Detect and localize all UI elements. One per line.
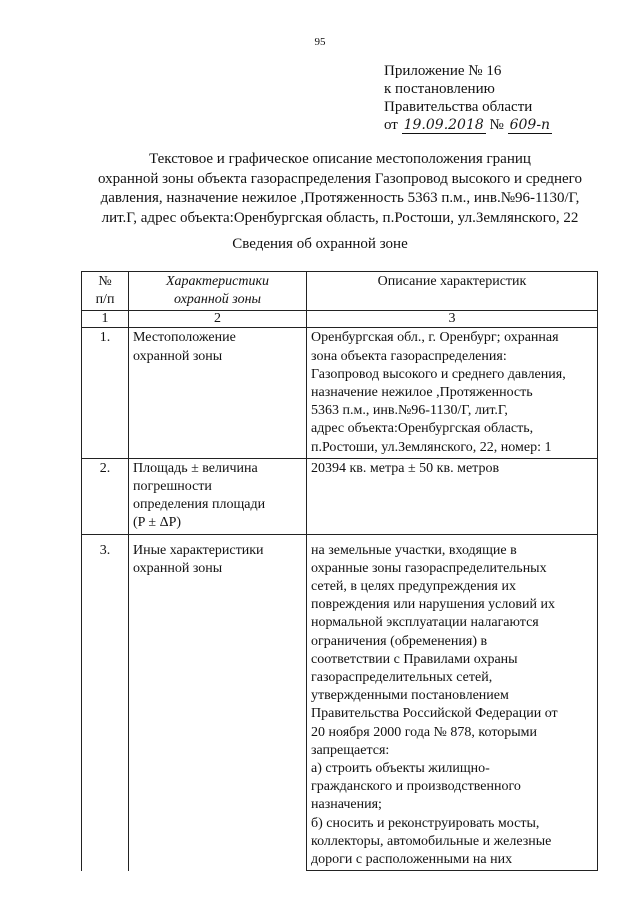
- cell-line: коллекторы, автомобильные и железные: [311, 833, 552, 849]
- header-characteristic: [129, 272, 307, 311]
- cell-line: утвержденными постановлением: [311, 688, 509, 704]
- row-number: 3.: [82, 534, 129, 871]
- row-characteristic: [129, 458, 307, 534]
- cell-line: охранной зоны: [133, 560, 223, 576]
- table-row: [82, 328, 598, 458]
- header-num-line: п/п: [95, 292, 115, 308]
- appendix-line-decree: к постановлению: [384, 81, 495, 97]
- handwritten-date: 19.09.2018: [403, 117, 484, 133]
- header-desc-line: Описание характеристик: [377, 274, 527, 289]
- title-line: охранной зоны объекта газораспределения Газопровод высокого и среднего: [98, 170, 582, 187]
- cell-line: на земельные участки, входящие в: [311, 542, 517, 558]
- cell-line: б) сносить и реконструировать мосты,: [311, 815, 540, 831]
- column-index: 3: [307, 311, 598, 328]
- table-header-row: [82, 272, 598, 311]
- appendix-title: Приложение № 16: [384, 63, 502, 79]
- number-prefix: №: [489, 117, 504, 133]
- cell-line: 20394 кв. метра ± 50 кв. метров: [311, 460, 500, 476]
- header-char-line: охранной зоны: [173, 292, 262, 308]
- handwritten-number: 609-п: [509, 117, 551, 133]
- cell-line: газораспределительных сетей,: [311, 670, 493, 686]
- column-index: 2: [129, 311, 307, 328]
- cell-line: соответствии с Правилами охраны: [311, 651, 518, 667]
- cell-line: п.Ростоши, ул.Землянского, 22, номер: 1: [311, 439, 552, 455]
- cell-line: Иные характеристики: [133, 542, 264, 558]
- cell-line: погрешности: [133, 479, 212, 495]
- header-num-line: №: [98, 274, 112, 289]
- cell-line: зона объекта газораспределения:: [311, 348, 507, 364]
- cell-line: Правительства Российской Федерации от: [311, 706, 558, 722]
- title-line: Текстовое и графическое описание местоположения границ: [149, 151, 531, 167]
- date-prefix: от: [384, 117, 398, 133]
- cell-line: сетей, в целях предупреждения их: [311, 579, 516, 595]
- cell-line: Площадь ± величина: [133, 460, 258, 476]
- cell-line: (P ± ΔP): [133, 515, 182, 531]
- section-subtitle: Сведения об охранной зоне: [232, 236, 408, 252]
- appendix-line-government: Правительства области: [384, 99, 533, 115]
- cell-line: Оренбургская обл., г. Оренбург; охранная: [311, 330, 559, 346]
- row-description: [307, 534, 598, 871]
- title-line: лит.Г, адрес объекта:Оренбургская область, п.Ростоши, ул.Землянского, 22: [101, 209, 579, 226]
- cell-line: нормальной эксплуатации налагаются: [311, 615, 539, 631]
- cell-line: дороги с расположенными на них: [311, 852, 513, 868]
- row-number: 2.: [82, 458, 129, 534]
- cell-line: Местоположение: [133, 330, 236, 346]
- appendix-date-line: [384, 116, 552, 134]
- cell-line: назначения;: [311, 797, 382, 813]
- cell-line: охранные зоны газораспределительных: [311, 560, 547, 576]
- cell-line: охранной зоны: [133, 348, 223, 364]
- column-index: 1: [82, 311, 129, 328]
- appendix-header: [384, 62, 552, 134]
- header-num: [82, 272, 129, 311]
- cell-line: 5363 п.м., инв.№96-1130/Г, лит.Г,: [311, 403, 508, 419]
- cell-line: а) строить объекты жилищно-: [311, 761, 490, 777]
- row-description: [307, 328, 598, 458]
- table-row: [82, 458, 598, 534]
- row-number: 1.: [82, 328, 129, 458]
- row-description: [307, 458, 598, 534]
- column-index-row: [82, 311, 598, 328]
- row-characteristic: [129, 534, 307, 871]
- title-line: давления, назначение нежилое ,Протяженность 5363 п.м., инв.№96-1130/Г,: [100, 190, 580, 206]
- cell-line: 20 ноября 2000 года № 878, которыми: [311, 724, 538, 740]
- cell-line: запрещается:: [311, 742, 390, 758]
- cell-line: гражданского и производственного: [311, 779, 521, 795]
- cell-line: назначение нежилое ,Протяженность: [311, 385, 533, 401]
- document-title: [70, 150, 610, 228]
- row-characteristic: [129, 328, 307, 458]
- table-row: [82, 534, 598, 871]
- cell-line: адрес объекта:Оренбургская область,: [311, 421, 534, 437]
- cell-line: повреждения или нарушения условий их: [311, 597, 555, 613]
- cell-line: определения площади: [133, 497, 266, 513]
- protection-zone-table: [81, 271, 598, 871]
- header-description: [307, 272, 598, 311]
- cell-line: ограничения (обременения) в: [311, 633, 488, 649]
- cell-line: Газопровод высокого и среднего давления,: [311, 366, 566, 382]
- header-char-line: Характеристики: [165, 274, 270, 289]
- page-number: 95: [314, 36, 326, 48]
